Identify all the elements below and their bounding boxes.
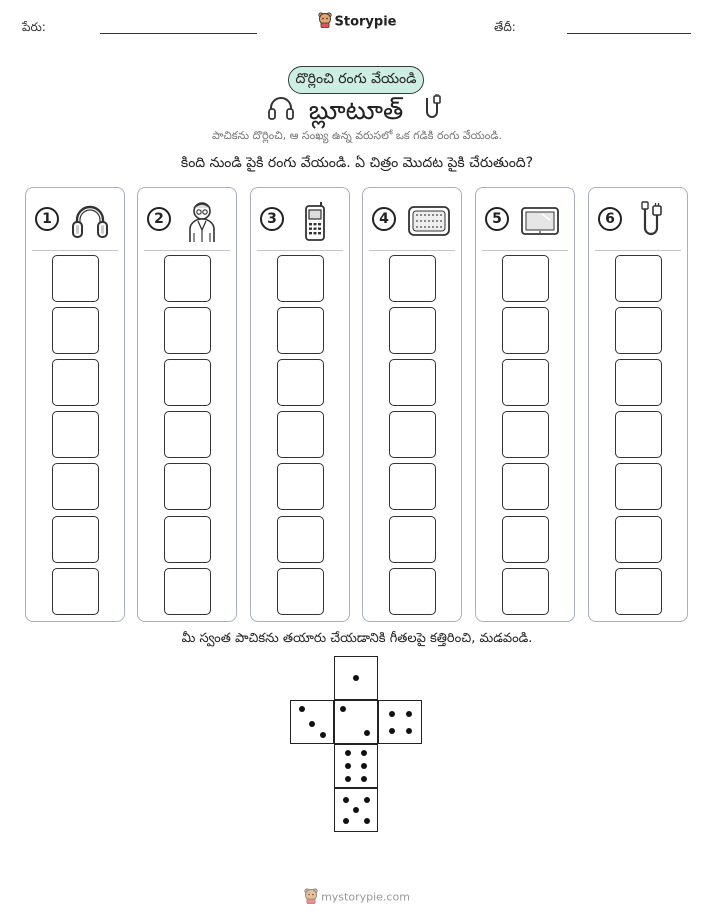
die-pip <box>353 675 359 681</box>
color-box[interactable] <box>502 255 549 302</box>
color-box[interactable] <box>277 307 324 354</box>
footer <box>0 888 714 907</box>
die-pip <box>364 730 370 736</box>
die-pip <box>364 797 370 803</box>
die-face-6 <box>334 744 378 788</box>
title-row <box>0 94 714 129</box>
color-box[interactable] <box>502 307 549 354</box>
column-number: 6 <box>598 207 622 231</box>
column-number: 3 <box>260 207 284 231</box>
footer-url: mystorypie.com <box>321 890 410 904</box>
usb-cable-icon <box>633 200 673 242</box>
color-box[interactable] <box>164 411 211 458</box>
column-number: 5 <box>485 207 509 231</box>
column-divider <box>257 250 343 251</box>
color-box[interactable] <box>615 359 662 406</box>
color-box[interactable] <box>164 516 211 563</box>
speaker-icon <box>407 200 447 242</box>
die-pip <box>345 763 351 769</box>
column-3 <box>250 187 350 622</box>
die-pip <box>345 750 351 756</box>
headphones-icon <box>267 95 295 128</box>
color-box[interactable] <box>389 307 436 354</box>
color-box[interactable] <box>615 255 662 302</box>
color-box[interactable] <box>615 568 662 615</box>
cell-phone-icon <box>295 200 335 242</box>
color-box[interactable] <box>164 463 211 510</box>
color-box[interactable] <box>502 411 549 458</box>
column-4 <box>362 187 462 622</box>
die-face-5 <box>334 788 378 832</box>
bear-logo-icon <box>304 888 318 907</box>
color-box[interactable] <box>277 255 324 302</box>
column-divider <box>482 250 568 251</box>
color-box[interactable] <box>615 463 662 510</box>
date-line[interactable] <box>567 33 691 34</box>
color-box[interactable] <box>615 516 662 563</box>
color-box[interactable] <box>164 255 211 302</box>
page-title: బ్లూటూత్ <box>308 96 404 126</box>
die-pip <box>389 711 395 717</box>
color-box[interactable] <box>52 568 99 615</box>
tablet-icon <box>520 200 560 242</box>
instruction: కింది నుండి పైకి రంగు వేయండి. ఏ చిత్రం మొదట పైకి చేరుతుంది? <box>180 155 534 171</box>
column-number: 1 <box>35 207 59 231</box>
die-face-3 <box>290 700 334 744</box>
person-icon <box>182 200 222 242</box>
color-box[interactable] <box>389 568 436 615</box>
die-pip <box>361 750 367 756</box>
activity-badge: దొర్లించి రంగు వేయండి <box>288 66 424 94</box>
fold-instruction: మీ స్వంత పాచికను తయారు చేయడానికి గీతలపై కత్తిరించి, మడవండి. <box>181 631 533 646</box>
color-box[interactable] <box>52 255 99 302</box>
name-line[interactable] <box>100 33 257 34</box>
color-box[interactable] <box>52 359 99 406</box>
color-box[interactable] <box>52 307 99 354</box>
color-box[interactable] <box>277 463 324 510</box>
die-face-1 <box>334 656 378 700</box>
column-1 <box>25 187 125 622</box>
usb-cable-icon <box>421 94 447 129</box>
column-2 <box>137 187 237 622</box>
die-pip <box>406 728 412 734</box>
color-box[interactable] <box>389 255 436 302</box>
color-box[interactable] <box>615 411 662 458</box>
column-divider <box>32 250 118 251</box>
date-label: తేదీ: <box>494 20 516 34</box>
die-pip <box>345 776 351 782</box>
die-pip <box>320 732 326 738</box>
color-box[interactable] <box>389 359 436 406</box>
color-box[interactable] <box>277 516 324 563</box>
headphones-icon <box>70 200 110 242</box>
column-6 <box>588 187 688 622</box>
die-face-4 <box>378 700 422 744</box>
subtitle: పాచికను దొర్లించి, ఆ సంఖ్య ఉన్న వరుసలో ఒక గడికి రంగు వేయండి. <box>212 129 502 142</box>
column-number: 2 <box>147 207 171 231</box>
die-pip <box>361 763 367 769</box>
die-pip <box>299 706 305 712</box>
column-5 <box>475 187 575 622</box>
color-box[interactable] <box>277 568 324 615</box>
color-box[interactable] <box>502 516 549 563</box>
color-box[interactable] <box>389 463 436 510</box>
die-pip <box>343 818 349 824</box>
die-pip <box>406 711 412 717</box>
color-box[interactable] <box>277 359 324 406</box>
column-divider <box>595 250 681 251</box>
die-face-1 <box>334 700 378 744</box>
color-box[interactable] <box>502 359 549 406</box>
color-box[interactable] <box>389 516 436 563</box>
name-label: పేరు: <box>22 20 46 34</box>
color-box[interactable] <box>502 568 549 615</box>
bear-logo-icon <box>318 12 332 32</box>
color-box[interactable] <box>389 411 436 458</box>
color-box[interactable] <box>52 463 99 510</box>
die-pip <box>340 706 346 712</box>
column-divider <box>144 250 230 251</box>
color-box[interactable] <box>52 411 99 458</box>
color-box[interactable] <box>164 307 211 354</box>
color-box[interactable] <box>502 463 549 510</box>
color-box[interactable] <box>277 411 324 458</box>
die-pip <box>343 797 349 803</box>
die-pip <box>364 818 370 824</box>
die-pip <box>389 728 395 734</box>
die-pip <box>353 807 359 813</box>
color-box[interactable] <box>615 307 662 354</box>
color-box[interactable] <box>164 568 211 615</box>
color-box[interactable] <box>52 516 99 563</box>
brand-logo <box>0 12 714 32</box>
column-divider <box>369 250 455 251</box>
column-number: 4 <box>372 207 396 231</box>
brand-name: Storypie <box>334 14 397 30</box>
die-pip <box>361 776 367 782</box>
color-box[interactable] <box>164 359 211 406</box>
die-pip <box>309 721 315 727</box>
